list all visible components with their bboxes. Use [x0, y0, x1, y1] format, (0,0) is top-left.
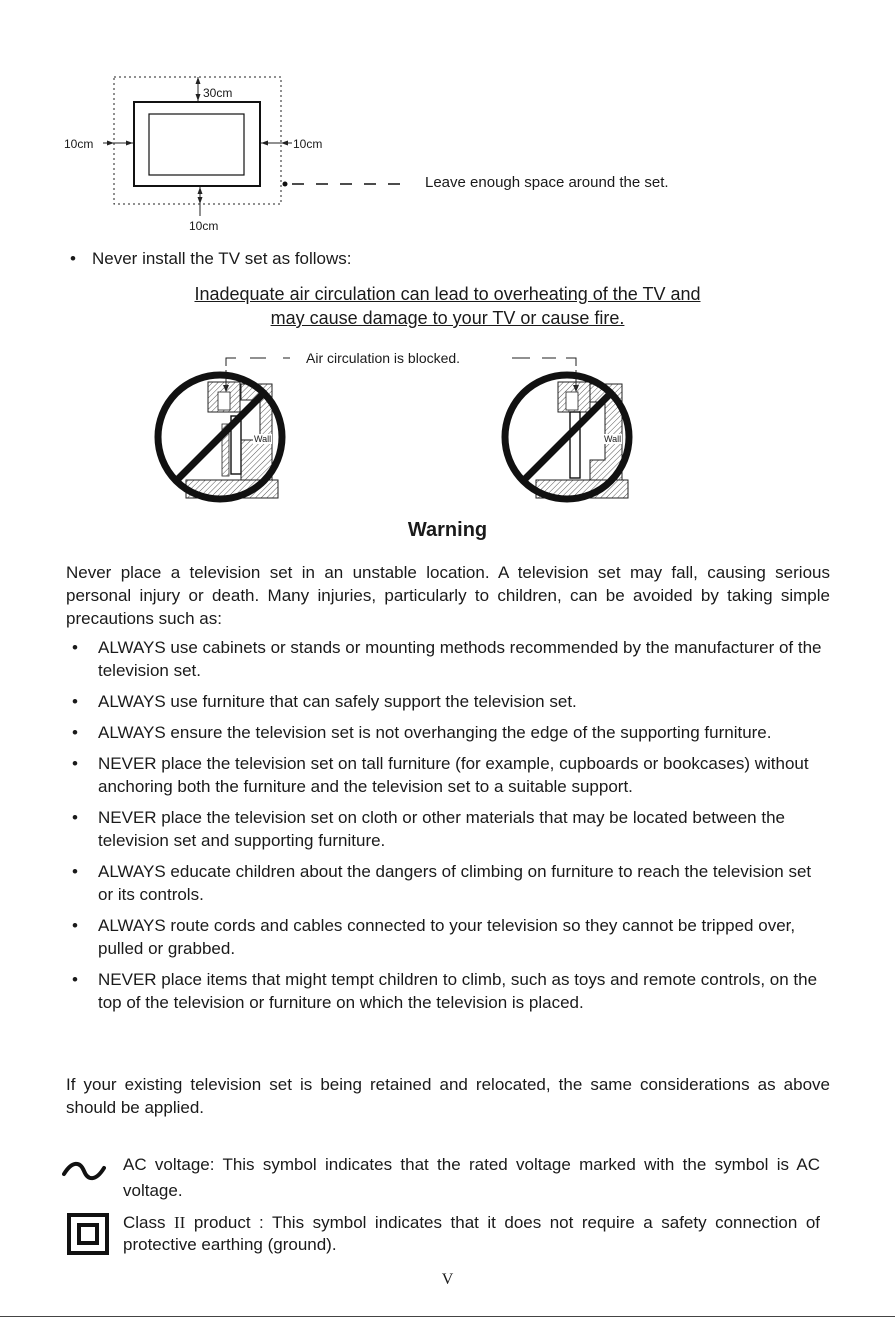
warning-closing: If your existing television set is being retained and relocated, the same considerations as above should be applied.: [66, 1075, 830, 1117]
caution-line-2: may cause damage to your TV or cause fire.: [270, 308, 625, 328]
warning-intro: Never place a television set in an unstable location. A television set may fall, causing serious personal injury or death. Many injuries, particularly to children, can be avoided by taking simple precautions such as:: [66, 563, 830, 628]
arrow-bottom: [198, 187, 203, 194]
clearance-top-label: 30cm: [203, 86, 233, 100]
warning-title: Warning: [407, 519, 488, 541]
bullet: •: [70, 249, 76, 268]
install-intro-text: Never install the TV set as follows:: [92, 249, 352, 268]
bullet: •: [72, 723, 78, 742]
arrow-left: [107, 141, 114, 146]
page-bottom-rule: [0, 1316, 895, 1317]
warning-item: • NEVER place the television set on cloth or other materials that may be located between the television set and supporting furniture.: [72, 808, 785, 850]
class-ii-text: Class II product : This symbol indicates that it does not require a safety connection of protective earthing (ground).: [123, 1213, 820, 1254]
class-roman-numeral: II: [174, 1213, 186, 1232]
warning-item: • ALWAYS use furniture that can safely support the television set.: [72, 692, 577, 711]
warning-item: • ALWAYS ensure the television set is not overhanging the edge of the supporting furniture.: [72, 723, 772, 742]
clearance-note: Leave enough space around the set.: [425, 174, 669, 191]
arrow-top: [196, 77, 201, 84]
bullet: •: [72, 916, 78, 935]
bullet: •: [72, 638, 78, 657]
clearance-bottom-label: 10cm: [189, 219, 219, 233]
warning-item: • NEVER place items that might tempt children to climb, such as toys and remote controls, on the top of the television or furniture on which the television is placed.: [72, 970, 818, 1012]
arrow-right: [261, 141, 268, 146]
ac-voltage-icon: [62, 1160, 106, 1184]
warning-item: • ALWAYS educate children about the dangers of climbing on furniture to reach the television set or its controls.: [72, 862, 812, 904]
page-number: V: [441, 1271, 454, 1288]
wall-label-right: Wall: [604, 434, 622, 444]
warning-item: • ALWAYS route cords and cables connected to your television so they cannot be tripped over, pulled or grabbed.: [72, 916, 796, 958]
warning-list: [70, 636, 830, 1022]
install-intro: [70, 249, 352, 269]
clearance-diagram: [0, 0, 895, 240]
bullet: •: [72, 862, 78, 881]
tv-screen: [149, 114, 244, 175]
warning-item: • NEVER place the television set on tall furniture (for example, cupboards or bookcases) without anchoring both the furniture and the television set to a suitable support.: [72, 754, 809, 796]
blocked-air-diagram: [0, 340, 895, 520]
caution-line-1: Inadequate air circulation can lead to overheating of the TV and: [194, 284, 701, 304]
wall-label-left: Wall: [254, 434, 272, 444]
ac-voltage-text: AC voltage: This symbol indicates that the rated voltage marked with the symbol is AC voltage.: [123, 1155, 820, 1200]
clearance-left-label: 10cm: [64, 137, 94, 151]
blocked-note: Air circulation is blocked.: [306, 350, 461, 366]
bullet: •: [72, 808, 78, 827]
bullet: •: [72, 970, 78, 989]
clearance-right-label: 10cm: [293, 137, 323, 151]
class-ii-icon: [67, 1213, 109, 1255]
bullet: •: [72, 692, 78, 711]
bullet: •: [72, 754, 78, 773]
warning-item: • ALWAYS use cabinets or stands or mounting methods recommended by the manufacturer of the television set.: [72, 638, 822, 680]
